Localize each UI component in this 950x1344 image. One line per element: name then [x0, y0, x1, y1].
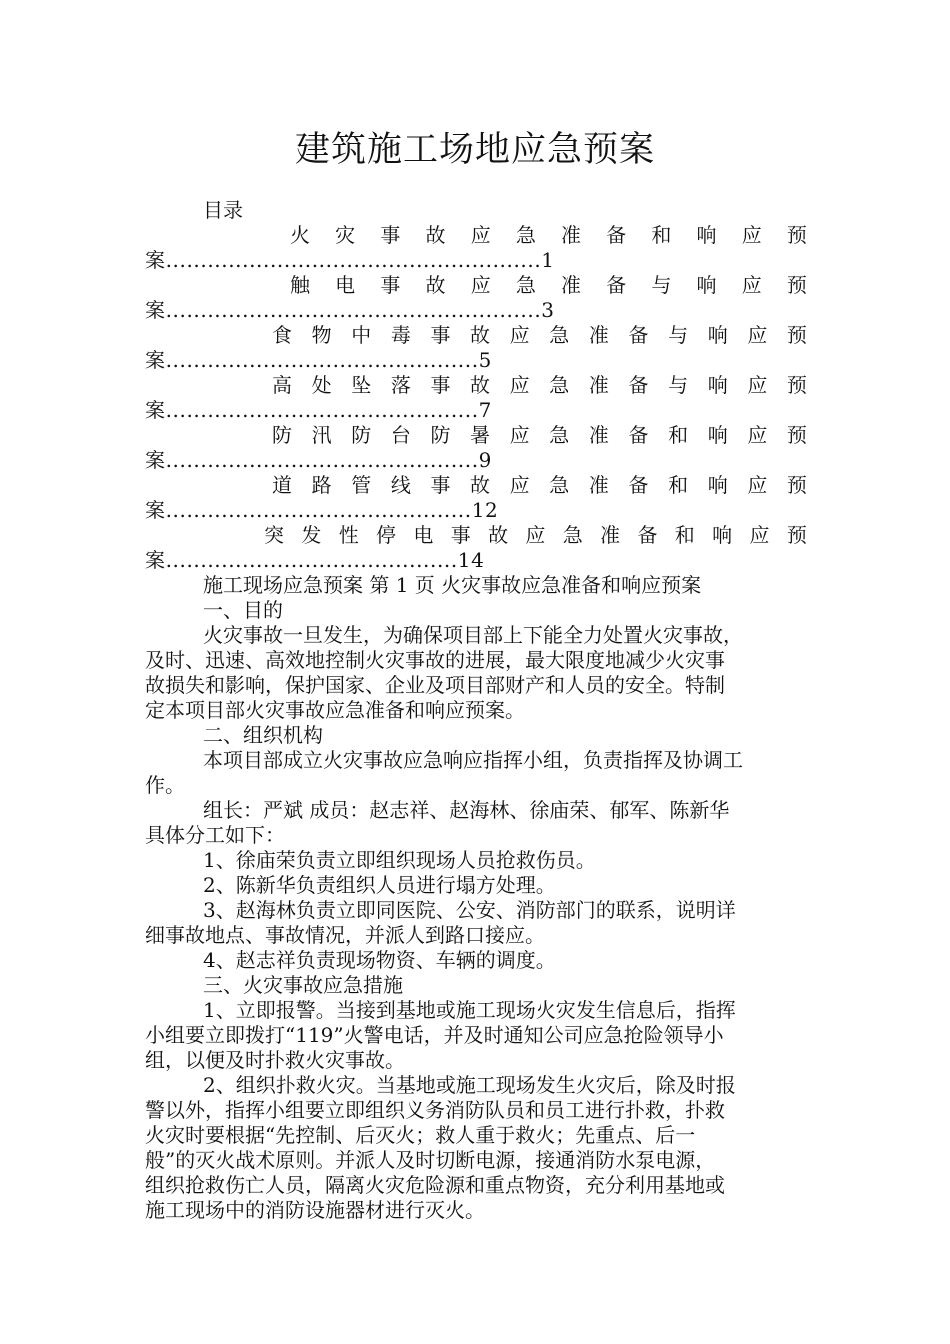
toc-entry	[145, 523, 807, 573]
paragraph-line: 火灾事故一旦发生，为确保项目部上下能全力处置火灾事故，	[203, 623, 743, 647]
toc-entry-title: 火 灾 事 故 应 急 准 备 和 响 应 预	[290, 223, 807, 247]
paragraph-line: 本项目部成立火灾事故应急响应指挥小组，负责指挥及协调工	[203, 748, 743, 772]
paragraph-line: 1、立即报警。当接到基地或施工现场火灾发生信息后，指挥	[203, 998, 736, 1022]
page-header-line: 施工现场应急预案 第 1 页 火灾事故应急准备和响应预案	[203, 573, 702, 597]
paragraph-line: 3、赵海林负责立即同医院、公安、消防部门的联系，说明详	[203, 898, 736, 922]
paragraph-line: 般”的灭火战术原则。并派人及时切断电源，接通消防水泵电源，	[145, 1148, 716, 1172]
toc-entry	[145, 373, 807, 423]
toc-entry-title: 高 处 坠 落 事 故 应 急 准 备 与 响 应 预	[272, 373, 807, 397]
paragraph-line: 小组要立即拨打“119”火警电话，并及时通知公司应急抢险领导小	[145, 1023, 724, 1047]
toc-entry-title: 道 路 管 线 事 故 应 急 准 备 和 响 应 预	[272, 473, 807, 497]
paragraph-line: 警以外，指挥小组要立即组织义务消防队员和员工进行扑救，扑救	[145, 1098, 725, 1122]
toc-entry-page: 案.............................................5	[145, 348, 493, 372]
toc-entry	[145, 423, 807, 473]
toc-entry	[145, 273, 807, 323]
paragraph-line: 组长：严斌 成员：赵志祥、赵海林、徐庙荣、郁军、陈新华	[203, 798, 730, 822]
measure-item-2	[145, 1073, 807, 1223]
measure-item-1	[145, 998, 807, 1073]
paragraph-line: 施工现场中的消防设施器材进行灭火。	[145, 1198, 485, 1222]
duty-item: 1、徐庙荣负责立即组织现场人员抢救伤员。	[203, 848, 596, 872]
table-of-contents	[145, 223, 807, 573]
toc-entry-page: 案.............................................9	[145, 448, 493, 472]
section-heading-organization: 二、组织机构	[203, 723, 323, 747]
paragraph-line: 作。	[145, 773, 185, 797]
toc-entry-page: 案.............................................7	[145, 398, 493, 422]
section-heading-purpose: 一、目的	[203, 598, 283, 622]
paragraph-line: 火灾时要根据“先控制、后灭火；救人重于救火；先重点、后一	[145, 1123, 696, 1147]
toc-entry-title: 触 电 事 故 应 急 准 备 与 响 应 预	[290, 273, 807, 297]
document-body	[145, 198, 807, 1223]
toc-entry	[145, 473, 807, 523]
toc-entry-page: 案......................................................1	[145, 248, 555, 272]
toc-entry-title: 食 物 中 毒 事 故 应 急 准 备 与 响 应 预	[272, 323, 807, 347]
section-organization-text	[145, 748, 807, 798]
toc-entry-page: 案............................................12	[145, 498, 499, 522]
toc-entry	[145, 223, 807, 273]
duty-item: 2、陈新华负责组织人员进行塌方处理。	[203, 873, 556, 897]
duty-item-3	[145, 898, 807, 948]
toc-entry-page: 案..........................................14	[145, 548, 485, 572]
section-heading-measures: 三、火灾事故应急措施	[203, 973, 403, 997]
toc-heading: 目录	[203, 198, 243, 222]
paragraph-line: 故损失和影响，保护国家、企业及项目部财产和人员的安全。特制	[145, 673, 725, 697]
paragraph-line: 定本项目部火灾事故应急准备和响应预案。	[145, 698, 525, 722]
toc-entry-page: 案......................................................3	[145, 298, 555, 322]
toc-entry	[145, 323, 807, 373]
paragraph-line: 组织抢救伤亡人员，隔离火灾危险源和重点物资，充分利用基地或	[145, 1173, 725, 1197]
paragraph-line: 细事故地点、事故情况，并派人到路口接应。	[145, 923, 545, 947]
duty-item-4: 4、赵志祥负责现场物资、车辆的调度。	[203, 948, 556, 972]
document-title: 建筑施工场地应急预案	[294, 130, 655, 170]
organization-members-text	[145, 798, 807, 848]
toc-entry-title: 防 汛 防 台 防 暑 应 急 准 备 和 响 应 预	[272, 423, 807, 447]
paragraph-line: 组，以便及时扑救火灾事故。	[145, 1048, 405, 1072]
paragraph-line: 具体分工如下：	[145, 823, 285, 847]
duties-list	[145, 848, 807, 898]
toc-entry-title: 突 发 性 停 电 事 故 应 急 准 备 和 响 应 预	[264, 523, 807, 547]
paragraph-line: 及时、迅速、高效地控制火灾事故的进展，最大限度地减少火灾事	[145, 648, 725, 672]
section-purpose-text	[145, 623, 807, 723]
paragraph-line: 2、组织扑救火灾。当基地或施工现场发生火灾后，除及时报	[203, 1073, 736, 1097]
